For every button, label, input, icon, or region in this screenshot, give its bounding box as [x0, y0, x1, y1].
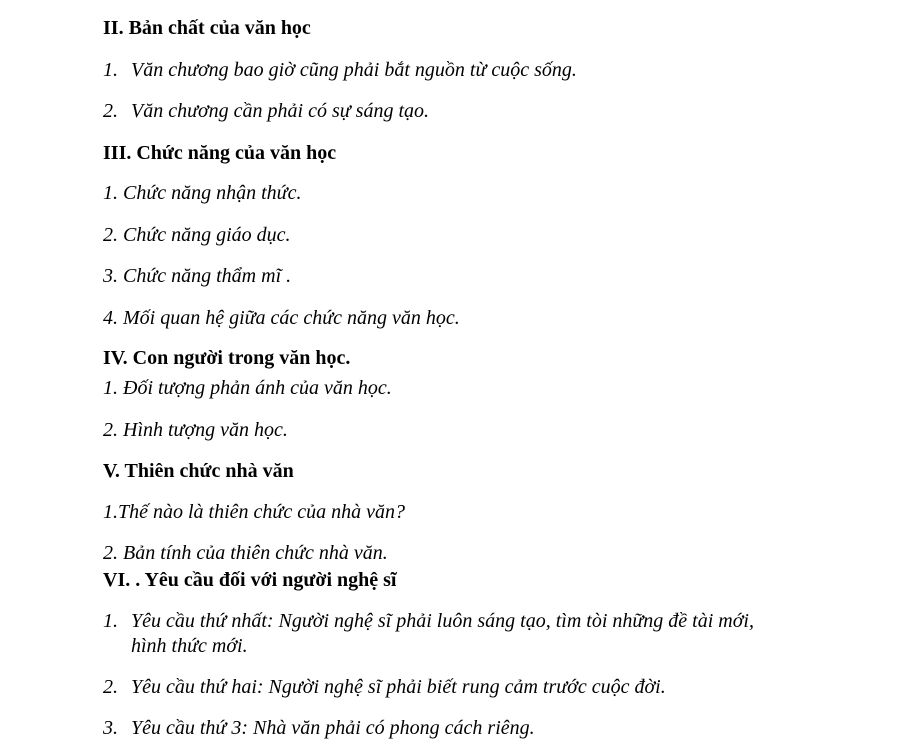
list-item: 4. Mối quan hệ giữa các chức năng văn học.: [103, 307, 460, 329]
list-number: 1.: [103, 610, 118, 632]
section-heading-iv: IV. Con người trong văn học.: [103, 347, 351, 369]
list-item: 1. Chức năng nhận thức.: [103, 182, 302, 204]
list-item: 1.Thế nào là thiên chức của nhà văn?: [103, 501, 405, 523]
list-item-continuation: hình thức mới.: [131, 635, 248, 657]
list-number: 3.: [103, 717, 118, 739]
list-text: Yêu cầu thứ hai: Người nghệ sĩ phải biết rung cảm trước cuộc đời.: [131, 676, 666, 698]
list-item: [103, 675, 666, 699]
list-text: Văn chương cần phải có sự sáng tạo.: [131, 100, 430, 122]
list-item: [103, 99, 429, 123]
list-number: 2.: [103, 676, 118, 698]
list-item: [103, 609, 754, 633]
section-heading-vi: VI. . Yêu cầu đối với người nghệ sĩ: [103, 569, 397, 591]
list-text: Văn chương bao giờ cũng phải bắt nguồn từ cuộc sống.: [131, 59, 577, 81]
list-number: 2.: [103, 100, 118, 122]
list-item: 2. Chức năng giáo dục.: [103, 224, 291, 246]
list-number: 1.: [103, 59, 118, 81]
list-text: Yêu cầu thứ nhất: Người nghệ sĩ phải luôn sáng tạo, tìm tòi những đề tài mới,: [131, 610, 754, 632]
list-item: 1. Đối tượng phản ánh của văn học.: [103, 377, 392, 399]
list-item: [103, 58, 577, 82]
list-item: 2. Hình tượng văn học.: [103, 419, 288, 441]
section-heading-v: V. Thiên chức nhà văn: [103, 460, 294, 482]
list-item: 3. Chức năng thẩm mĩ .: [103, 265, 292, 287]
list-item: [103, 716, 535, 740]
section-heading-ii: II. Bản chất của văn học: [103, 17, 311, 39]
list-item: 2. Bản tính của thiên chức nhà văn.: [103, 542, 388, 564]
section-heading-iii: III. Chức năng của văn học: [103, 142, 337, 164]
list-text: Yêu cầu thứ 3: Nhà văn phải có phong cách riêng.: [131, 717, 535, 739]
